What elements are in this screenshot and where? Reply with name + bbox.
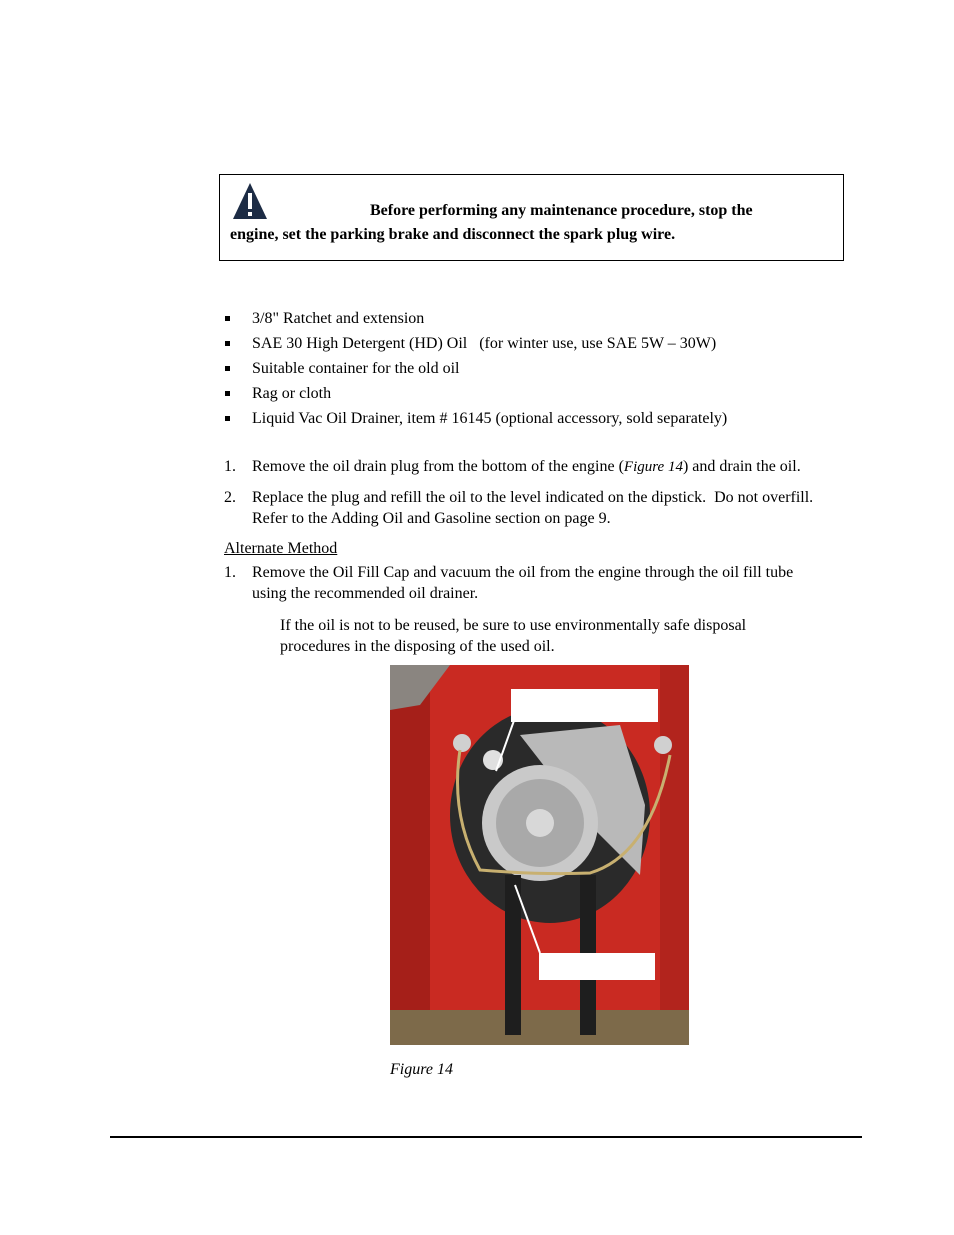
list-item: Suitable container for the old oil	[224, 358, 727, 383]
step-number: 1.	[224, 458, 236, 475]
tools-list	[224, 308, 727, 433]
warning-text-line-2: engine, set the parking brake and disconnect the spark plug wire.	[230, 226, 676, 243]
step-number: 2.	[224, 489, 236, 506]
step-1: 1. Remove the oil drain plug from the bottom of the engine (Figure 14) and drain the oil.	[224, 458, 801, 475]
bullet-icon	[225, 416, 230, 421]
list-item: Liquid Vac Oil Drainer, item # 16145 (optional accessory, sold separately)	[224, 408, 727, 433]
alternate-method-heading: Alternate Method	[224, 540, 338, 557]
step-2: 2. Replace the plug and refill the oil to the level indicated on the dipstick. Do not overfill. Refer to the Adding Oil and Gasoline section on page 9.	[224, 489, 814, 527]
list-item: 3/8" Ratchet and extension	[224, 308, 727, 333]
list-item: Rag or cloth	[224, 383, 727, 408]
warning-triangle-icon	[232, 182, 268, 220]
warning-box	[219, 174, 844, 261]
bullet-icon	[225, 366, 230, 371]
step-number: 1.	[224, 564, 236, 581]
figure-reference: Figure 14	[623, 459, 683, 475]
engine-photo	[390, 665, 689, 1045]
warning-text-line-1: Before performing any maintenance procedure, stop the	[370, 202, 753, 219]
drain-plug-callout	[539, 953, 655, 980]
bullet-icon	[225, 391, 230, 396]
bullet-icon	[225, 341, 230, 346]
bullet-icon	[225, 316, 230, 321]
oil-fill-cap-callout	[511, 689, 658, 722]
engine-illustration	[390, 665, 689, 1045]
footer-rule	[110, 1136, 862, 1138]
alternate-step-1: 1. Remove the Oil Fill Cap and vacuum the oil from the engine through the oil fill tube using the recommended oil drainer.	[224, 564, 794, 602]
list-item: SAE 30 High Detergent (HD) Oil (for winter use, use SAE 5W – 30W)	[224, 333, 727, 358]
figure-caption: Figure 14	[390, 1061, 453, 1078]
disposal-note: If the oil is not to be reused, be sure to use environmentally safe disposal procedures in the disposing of the used oil.	[280, 617, 747, 655]
